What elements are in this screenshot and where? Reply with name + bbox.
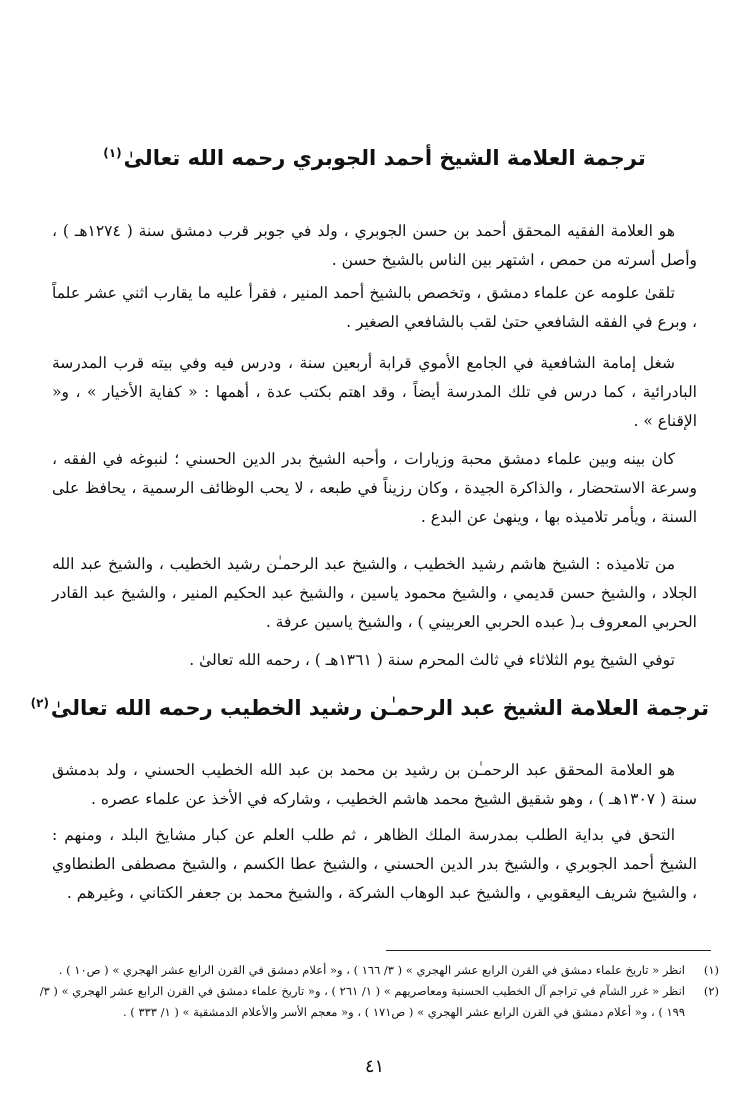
paragraph-khatib-teachers	[52, 821, 697, 908]
paragraph-text: هو العلامة الفقيه المحقق أحمد بن حسن الجوبري ، ولد في جوبر قرب دمشق سنة ( ١٢٧٤هـ ) ، وأصل أسرته من حمص ، اشتهر بين الناس بالشيخ حسن .	[52, 221, 697, 269]
section-title-khatib	[30, 688, 709, 723]
paragraph-text: هو العلامة المحقق عبد الرحمـٰن بن رشيد بن محمد بن عبد الله الخطيب الحسني ، ولد بدمشق سنة ( ١٣٠٧هـ ) ، وهو شقيق الشيخ محمد هاشم الخطيب ، وشاركه في الأخذ عن علماء عصره .	[52, 760, 697, 808]
paragraph-text: التحق في بداية الطلب بمدرسة الملك الظاهر ، ثم طلب العلم عن كبار مشايخ البلد ، ومنهم : الشيخ أحمد الجوبري ، والشيخ بدر الدين الحسني ، والشيخ عطا الكسم ، والشيخ مصطفى الطنطاوي ، والشيخ شريف اليعقوبي ، والشيخ عبد الوهاب الشركة ، والشيخ محمد بن جعفر الكتاني ، وغيرهم .	[52, 825, 697, 902]
paragraph-imamate	[52, 349, 697, 436]
section-title-text: ترجمة العلامة الشيخ عبد الرحمـٰن رشيد الخطيب رحمه الله تعالىٰ	[50, 696, 709, 720]
footnotes	[30, 960, 719, 1023]
footnote-text: انظر « غرر الشآم في تراجم آل الخطيب الحسنية ومعاصريهم » ( ١/ ٢٦١ ) ، و« تاريخ علماء دمشق في القرن الرابع عشر الهجري » ( ٣/ ١٩٩ ) ، و« أعلام دمشق في القرن الرابع عشر الهجري » ( ص١٧١ ) ، و« معجم الأسر والأعلام الدمشقية » ( ١/ ٣٣٣ ) .	[39, 984, 685, 1019]
footnote-ref-2[interactable]: (٢)	[30, 696, 49, 710]
footnote-1	[30, 960, 719, 981]
page-number: ٤١	[364, 1056, 385, 1077]
section-title-jawbari	[40, 138, 709, 173]
footnote-divider	[386, 950, 711, 951]
paragraph-death	[52, 646, 697, 675]
footnote-2	[30, 981, 719, 1023]
paragraph-text: من تلاميذه : الشيخ هاشم رشيد الخطيب ، والشيخ عبد الرحمـٰن رشيد الخطيب ، والشيخ عبد الله الجلاد ، والشيخ حسن قديمي ، والشيخ محمود ياسين ، والشيخ عبد الحكيم المنير ، والشيخ عبد القادر الحربي المعروف بـ( عبده الحربي العربيني ) ، والشيخ ياسين عرفة .	[52, 554, 697, 631]
paragraph-text: كان بينه وبين علماء دمشق محبة وزيارات ، وأحبه الشيخ بدر الدين الحسني ؛ لنبوغه في الفقه ، وسرعة الاستحضار ، والذاكرة الجيدة ، وكان رزيناً في طبعه ، لا يحب الوظائف الرسمية ، يحافظ على السنة ، ويأمر تلاميذه بها ، وينهىٰ عن البدع .	[52, 449, 697, 526]
paragraph-text: شغل إمامة الشافعية في الجامع الأموي قرابة أربعين سنة ، ودرس فيه وفي بيته قرب المدرسة البادرائية ، كما درس في تلك المدرسة أيضاً ، وقد اهتم بكتب عدة ، أهمها : « كفاية الأخيار » ، و« الإقناع » .	[52, 353, 697, 430]
paragraph-students	[52, 550, 697, 637]
paragraph-birth	[52, 217, 697, 275]
paragraph-text: تلقىٰ علومه عن علماء دمشق ، وتخصص بالشيخ أحمد المنير ، فقرأ عليه ما يقارب اثني عشر علماً ، وبرع في الفقه الشافعي حتىٰ لقب بالشافعي الصغير .	[52, 283, 697, 331]
footnote-text: انظر « تاريخ علماء دمشق في القرن الرابع عشر الهجري » ( ٣/ ١٦٦ ) ، و« أعلام دمشق في القرن الرابع عشر الهجري » ( ص١٠ ) .	[58, 963, 685, 977]
section-title-text: ترجمة العلامة الشيخ أحمد الجوبري رحمه الله تعالىٰ	[123, 146, 646, 170]
paragraph-khatib-birth	[52, 756, 697, 814]
footnote-ref-1[interactable]: (١)	[103, 146, 122, 160]
paragraph-text: توفي الشيخ يوم الثلاثاء في ثالث المحرم سنة ( ١٣٦١هـ ) ، رحمه الله تعالىٰ .	[189, 650, 675, 669]
footnote-number: (١)	[703, 963, 719, 977]
paragraph-studies	[52, 279, 697, 337]
footnote-number: (٢)	[703, 984, 719, 998]
paragraph-character	[52, 445, 697, 532]
